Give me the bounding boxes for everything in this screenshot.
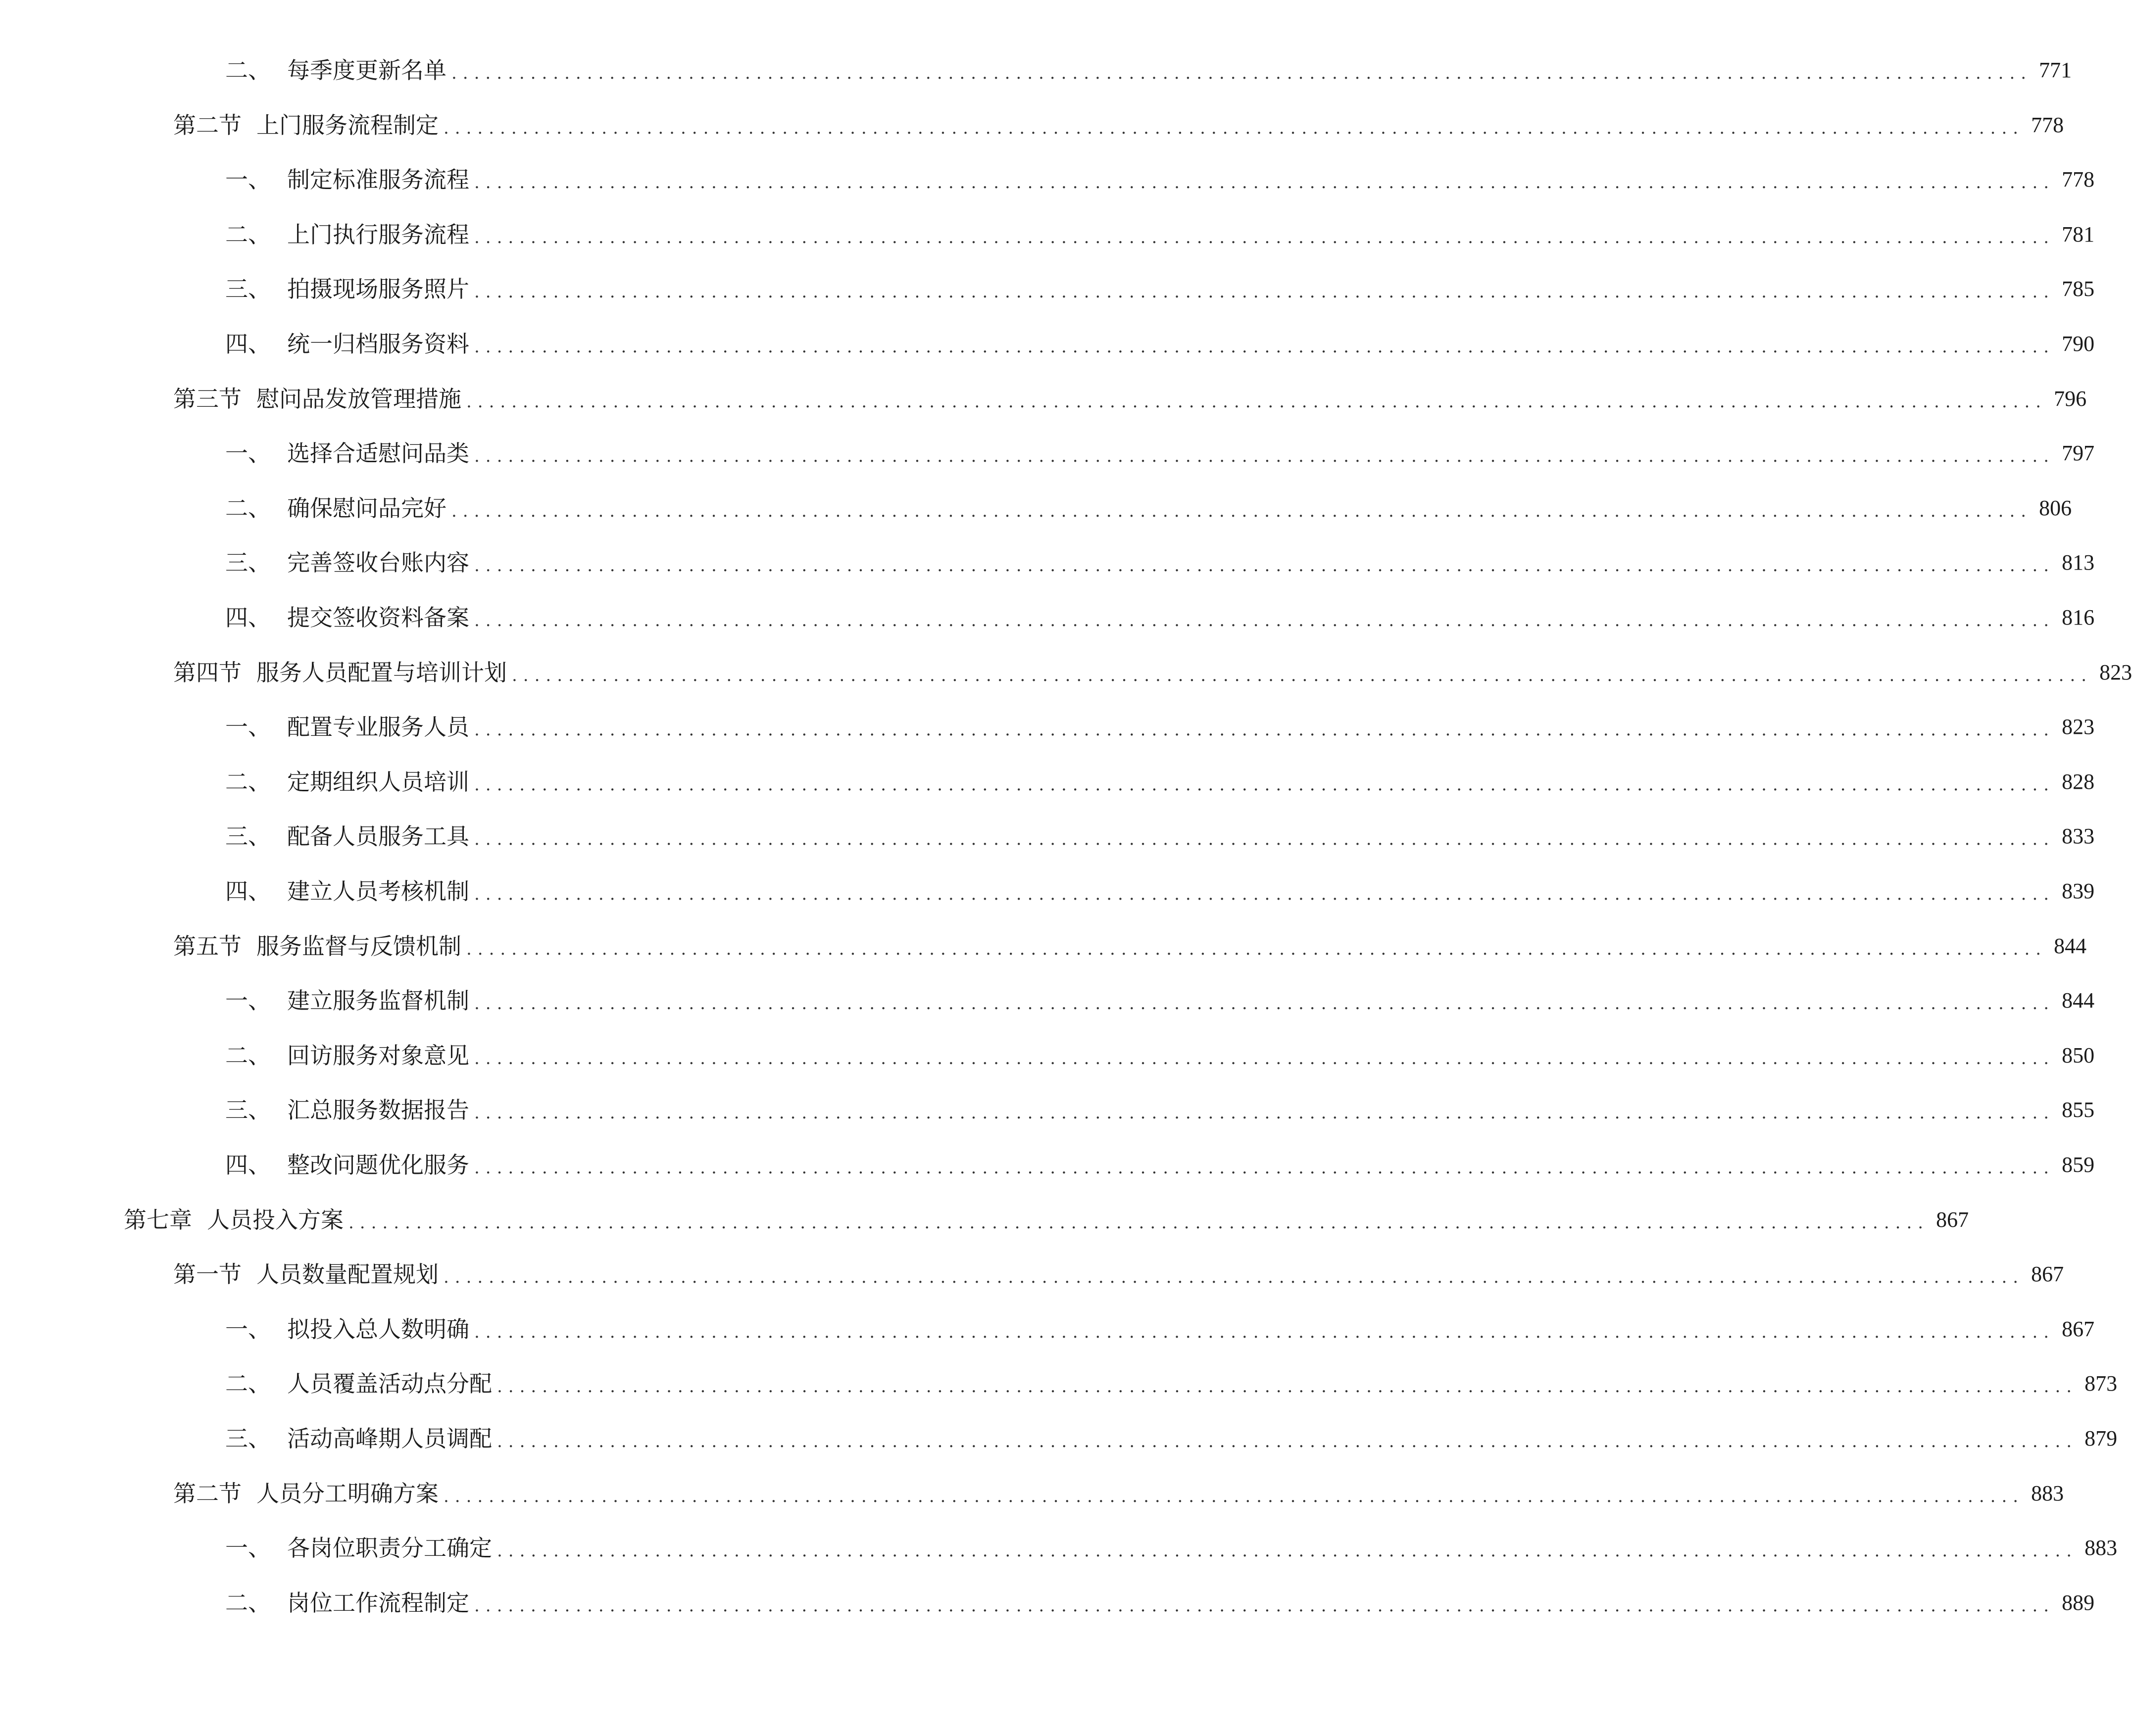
toc-entry-title: 上门服务流程制定: [256, 111, 439, 139]
toc-dot-leader: ............................................................................................................................................: [451, 501, 2033, 521]
toc-dot-leader: ............................................................................................................................................: [474, 1158, 2055, 1178]
toc-entry-title: 服务人员配置与培训计划: [256, 659, 507, 686]
toc-page-number: 844: [2054, 933, 2087, 958]
toc-entry-number: 一、: [225, 440, 271, 467]
toc-entry-title: 岗位工作流程制定: [287, 1589, 469, 1616]
toc-page-number: 850: [2062, 1043, 2095, 1067]
toc-entry-item[interactable]: [225, 1145, 2095, 1185]
toc-entry-title: 建立人员考核机制: [287, 878, 469, 905]
toc-entry-number: 二、: [225, 1370, 271, 1398]
toc-entry-number: 二、: [225, 1042, 271, 1069]
toc-entry-title: 汇总服务数据报告: [287, 1097, 469, 1124]
toc-dot-leader: ............................................................................................................................................: [497, 1377, 2078, 1397]
toc-dot-leader: ............................................................................................................................................: [474, 556, 2055, 576]
toc-entry-title: 配置专业服务人员: [287, 714, 469, 741]
toc-entry-number: 四、: [225, 878, 271, 905]
toc-entry-title: 制定标准服务流程: [287, 166, 469, 193]
toc-dot-leader: ............................................................................................................................................: [444, 1486, 2025, 1506]
toc-page-number: 873: [2084, 1371, 2118, 1396]
toc-page-number: 785: [2062, 277, 2095, 301]
toc-entry-item[interactable]: [225, 762, 2095, 802]
toc-entry-number: 第二节: [173, 1480, 242, 1507]
toc-page-number: 883: [2031, 1481, 2064, 1505]
toc-entry-number: 四、: [225, 604, 271, 631]
toc-entry-title: 回访服务对象意见: [287, 1042, 469, 1069]
toc-page-number: 823: [2062, 715, 2095, 739]
toc-dot-leader: ............................................................................................................................................: [474, 173, 2055, 193]
toc-entry-number: 三、: [225, 549, 271, 577]
toc-entry-title: 各岗位职责分工确定: [287, 1535, 492, 1562]
toc-entry-item[interactable]: [225, 817, 2095, 856]
toc-page-number: 781: [2062, 222, 2095, 246]
toc-entry-item[interactable]: [225, 1036, 2095, 1075]
toc-page-number: 778: [2062, 167, 2095, 192]
toc-entry-section[interactable]: [173, 379, 2087, 419]
toc-entry-number: 二、: [225, 768, 271, 795]
toc-entry-number: 第一节: [173, 1261, 242, 1288]
toc-page-number: 806: [2039, 495, 2072, 520]
toc-entry-item[interactable]: [225, 215, 2095, 254]
toc-entry-title: 人员覆盖活动点分配: [287, 1370, 492, 1398]
toc-entry-title: 整改问题优化服务: [287, 1152, 469, 1178]
toc-entry-item[interactable]: [225, 324, 2095, 364]
toc-entry-section[interactable]: [173, 653, 2132, 692]
toc-page-number: 778: [2031, 112, 2064, 137]
toc-page-number: 796: [2054, 386, 2087, 411]
toc-dot-leader: ............................................................................................................................................: [474, 227, 2055, 247]
toc-entry-number: 四、: [225, 331, 271, 357]
toc-dot-leader: ............................................................................................................................................: [474, 446, 2055, 467]
toc-entry-item[interactable]: [225, 1309, 2095, 1349]
toc-entry-item[interactable]: [225, 488, 2072, 528]
toc-entry-item[interactable]: [225, 871, 2095, 911]
toc-page-number: 879: [2084, 1426, 2118, 1450]
toc-entry-number: 二、: [225, 221, 271, 248]
toc-entry-item[interactable]: [225, 1364, 2118, 1403]
toc-entry-number: 三、: [225, 1425, 271, 1452]
toc-dot-leader: ............................................................................................................................................: [474, 1322, 2055, 1342]
toc-entry-number: 第三节: [173, 385, 242, 412]
toc-entry-section[interactable]: [173, 1474, 2064, 1513]
toc-entry-item[interactable]: [225, 707, 2095, 747]
toc-dot-leader: ............................................................................................................................................: [474, 337, 2055, 357]
toc-entry-number: 第二节: [173, 111, 242, 139]
toc-entry-number: 二、: [225, 494, 271, 522]
toc-entry-number: 一、: [225, 1535, 271, 1562]
toc-entry-number: 第四节: [173, 659, 242, 686]
toc-entry-number: 四、: [225, 1152, 271, 1178]
toc-dot-leader: ............................................................................................................................................: [474, 884, 2055, 904]
toc-entry-number: 一、: [225, 1315, 271, 1343]
toc-entry-title: 服务监督与反馈机制: [256, 932, 461, 960]
toc-entry-title: 提交签收资料备案: [287, 604, 469, 631]
toc-entry-title: 选择合适慰问品类: [287, 440, 469, 467]
toc-dot-leader: ............................................................................................................................................: [474, 720, 2055, 740]
toc-entry-item[interactable]: [225, 1419, 2118, 1458]
toc-page-number: 833: [2062, 824, 2095, 849]
toc-dot-leader: ............................................................................................................................................: [474, 1595, 2055, 1616]
toc-dot-leader: ............................................................................................................................................: [466, 939, 2047, 959]
toc-entry-title: 定期组织人员培训: [287, 768, 469, 795]
toc-entry-item[interactable]: [225, 50, 2072, 90]
toc-entry-title: 拍摄现场服务照片: [287, 276, 469, 303]
toc-entry-item[interactable]: [225, 1090, 2095, 1130]
toc-page-number: 839: [2062, 879, 2095, 903]
toc-page-number: 867: [2062, 1316, 2095, 1341]
toc-page-number: 816: [2062, 605, 2095, 629]
toc-dot-leader: ............................................................................................................................................: [474, 774, 2055, 795]
toc-entry-item[interactable]: [225, 434, 2095, 473]
toc-entry-item[interactable]: [225, 1583, 2095, 1623]
toc-entry-number: 三、: [225, 276, 271, 303]
toc-entry-number: 一、: [225, 714, 271, 741]
toc-dot-leader: ............................................................................................................................................: [497, 1541, 2078, 1561]
toc-entry-section[interactable]: [173, 1254, 2064, 1294]
toc-entry-title: 统一归档服务资料: [287, 331, 469, 357]
toc-dot-leader: ............................................................................................................................................: [474, 611, 2055, 630]
toc-entry-number: 一、: [225, 166, 271, 193]
toc-page-number: 828: [2062, 769, 2095, 794]
toc-entry-title: 配备人员服务工具: [287, 823, 469, 850]
toc-entry-item[interactable]: [225, 543, 2095, 582]
toc-dot-leader: ............................................................................................................................................: [348, 1212, 1930, 1233]
toc-page-number: 889: [2062, 1590, 2095, 1615]
toc-entry-number: 二、: [225, 57, 271, 84]
toc-entry-section[interactable]: [173, 105, 2064, 145]
toc-entry-title: 人员数量配置规划: [256, 1261, 439, 1288]
toc-dot-leader: ............................................................................................................................................: [497, 1432, 2078, 1451]
toc-dot-leader: ............................................................................................................................................: [474, 829, 2055, 850]
toc-entry-number: 三、: [225, 1097, 271, 1124]
toc-entry-item[interactable]: [225, 269, 2095, 309]
toc-entry-number: 一、: [225, 987, 271, 1014]
toc-entry-item[interactable]: [225, 1528, 2118, 1568]
toc-dot-leader: ............................................................................................................................................: [444, 118, 2025, 138]
toc-entry-title: 上门执行服务流程: [287, 221, 469, 248]
toc-page-number: 771: [2039, 58, 2072, 82]
toc-page-number: 823: [2099, 660, 2132, 684]
toc-dot-leader: ............................................................................................................................................: [444, 1267, 2025, 1288]
toc-entry-title: 人员分工明确方案: [256, 1480, 439, 1507]
toc-entry-number: 二、: [225, 1589, 271, 1616]
toc-page-number: 883: [2084, 1536, 2118, 1560]
toc-entry-number: 第七章: [124, 1206, 192, 1233]
toc-entry-number: 三、: [225, 823, 271, 850]
toc-dot-leader: ............................................................................................................................................: [474, 282, 2055, 302]
toc-page-number: 797: [2062, 441, 2095, 466]
toc-page-number: 855: [2062, 1098, 2095, 1122]
toc-entry-item[interactable]: [225, 160, 2095, 199]
toc-page-number: 813: [2062, 550, 2095, 575]
toc-entry-chapter[interactable]: [124, 1200, 1969, 1240]
toc-entry-section[interactable]: [173, 926, 2087, 966]
toc-dot-leader: ............................................................................................................................................: [451, 63, 2033, 83]
toc-entry-item[interactable]: [225, 598, 2095, 637]
toc-entry-title: 拟投入总人数明确: [287, 1315, 469, 1343]
toc-entry-title: 慰问品发放管理措施: [256, 385, 461, 412]
toc-entry-title: 人员投入方案: [207, 1206, 344, 1233]
toc-entry-title: 完善签收台账内容: [287, 549, 469, 577]
toc-dot-leader: ............................................................................................................................................: [466, 391, 2047, 412]
toc-page-number: 844: [2062, 988, 2095, 1013]
toc-dot-leader: ............................................................................................................................................: [512, 665, 2093, 685]
toc-entry-item[interactable]: [225, 981, 2095, 1020]
toc-entry-title: 建立服务监督机制: [287, 987, 469, 1014]
toc-page-number: 867: [1936, 1207, 1969, 1232]
toc-dot-leader: ............................................................................................................................................: [474, 1103, 2055, 1123]
toc-page-number: 790: [2062, 332, 2095, 356]
toc-entry-number: 第五节: [173, 932, 242, 960]
toc-entry-title: 确保慰问品完好: [287, 494, 446, 522]
toc-entry-title: 活动高峰期人员调配: [287, 1425, 492, 1452]
toc-dot-leader: ............................................................................................................................................: [474, 1048, 2055, 1068]
toc-page-number: 859: [2062, 1153, 2095, 1177]
toc-entry-title: 每季度更新名单: [287, 57, 446, 84]
toc-dot-leader: ............................................................................................................................................: [474, 994, 2055, 1014]
toc-page-number: 867: [2031, 1262, 2064, 1287]
